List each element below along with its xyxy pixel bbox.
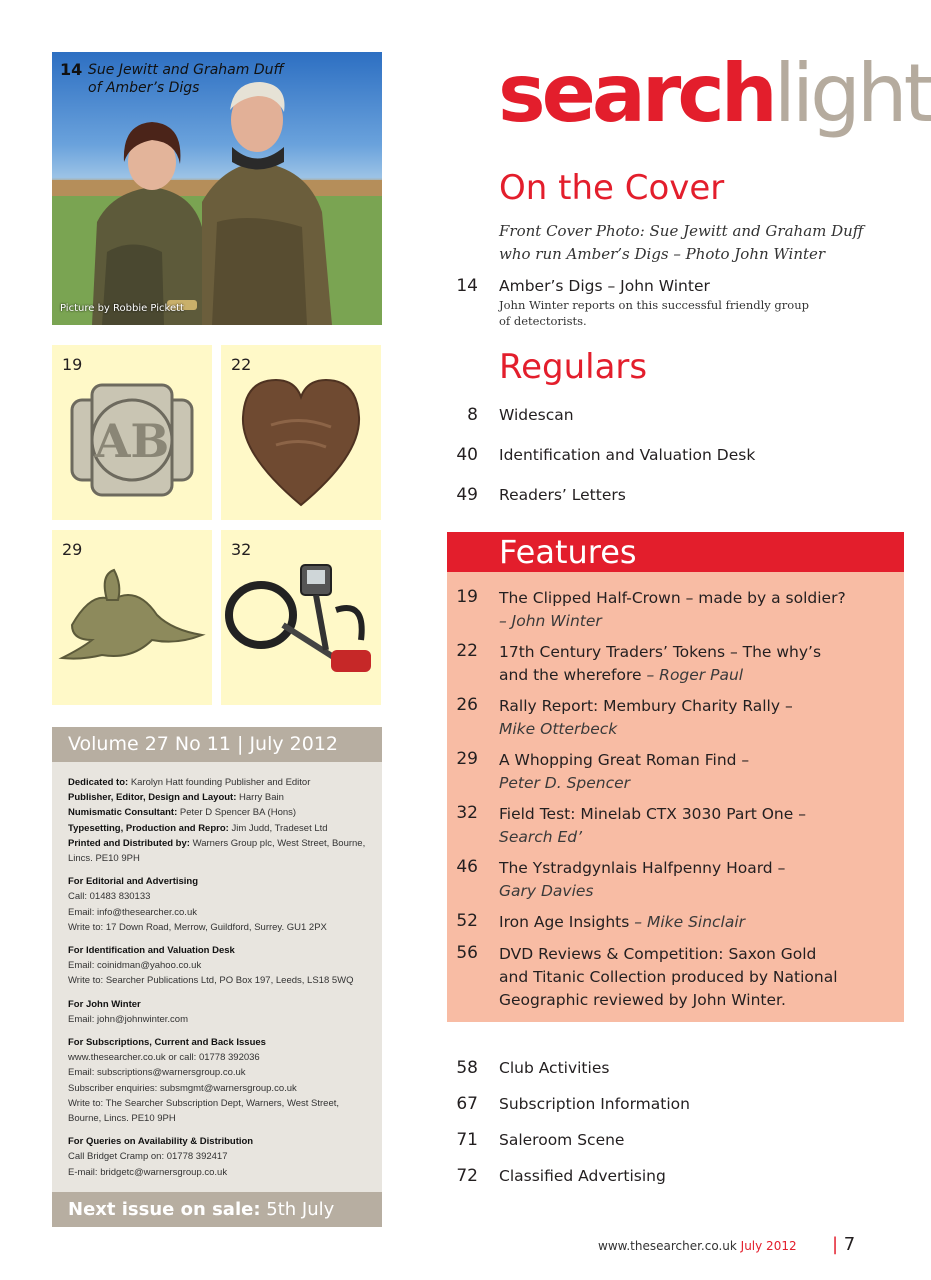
page-number: 14 [456,276,478,296]
page-footer: www.thesearcher.co.uk July 2012 [598,1239,797,1253]
masthead-body [68,775,373,1188]
website-link[interactable]: www.thesearcher.co.uk [598,1239,737,1253]
page-number: 52 [456,911,478,931]
page-number: 72 [456,1166,478,1186]
distribution-contact: For Queries on Availability & Distribution Call Bridget Cramp on: 01778 392417 E-mail: bridgetc@warnersgroup.co.uk [68,1136,254,1178]
page-number: 8 [467,405,478,425]
thumb-number: 22 [231,355,252,374]
page-number: 67 [456,1094,478,1114]
page-number: 19 [456,587,478,607]
page-number: 46 [456,857,478,877]
subscriptions-contact: For Subscriptions, Current and Back Issues www.thesearcher.co.uk or call: 01778 392036 Email: subscriptions@warnersgroup.co.uk Subscriber enquiries: subsmgmt@warnersgroup.co.uk Write to: The Searcher Subscription Dept, Warners, West Street, Bourne, Lincs. PE10 9PH [68,1037,340,1125]
thumb-number: 32 [231,540,252,559]
credit-line: Numismatic Consultant: Peter D Spencer BA (Hons) [68,807,297,819]
thumb-number: 19 [62,355,83,374]
credit-line: Typesetting, Production and Repro: Jim Judd, Tradeset Ltd [68,822,328,834]
page-number: 49 [456,485,478,505]
features-heading: Features [499,533,637,571]
cover-page-number: 14 [60,60,83,79]
feature-item[interactable]: A Whopping Great Roman Find – Peter D. Spencer [499,751,750,792]
feature-item[interactable]: Field Test: Minelab CTX 3030 Part One – Search Ed’ [499,805,806,846]
page-number: 32 [456,803,478,823]
cover-caption-line1: Sue Jewitt and Graham Duff [88,62,284,78]
next-issue-banner: Next issue on sale: 5th July [52,1192,382,1227]
thumb-29[interactable] [52,530,212,705]
contents-item[interactable]: Club Activities [499,1059,610,1077]
thumb-number: 29 [62,540,83,559]
contents-item[interactable]: Readers’ Letters [499,486,626,504]
cover-caption-line2: of Amber’s Digs [88,80,200,96]
ambers-digs-description: John Winter reports on this successful friendly group of detectorists. [499,298,809,328]
svg-text:AB: AB [94,414,170,468]
contents-item-ambers-digs[interactable]: Amber’s Digs – John Winter [499,277,710,295]
feature-item[interactable]: 17th Century Traders’ Tokens – The why’s and the wherefore – Roger Paul [499,643,822,684]
feature-item[interactable]: The Clipped Half-Crown – made by a soldier? – John Winter [499,589,846,630]
thumb-32[interactable] [221,530,381,705]
credit-line: Dedicated to: Karolyn Hatt founding Publisher and Editor [68,777,311,788]
feature-item[interactable]: Rally Report: Membury Charity Rally – Mike Otterbeck [499,697,793,738]
john-winter-contact: For John Winter Email: john@johnwinter.com [68,998,189,1025]
thumb-19[interactable] [52,345,212,520]
page-number: 58 [456,1058,478,1078]
contents-item[interactable]: Classified Advertising [499,1167,666,1185]
volume-heading: Volume 27 No 11 | July 2012 [52,727,382,762]
regulars-heading: Regulars [499,347,648,387]
editorial-contact: For Editorial and Advertising Call: 01483 830133 Email: info@thesearcher.co.uk Write to: 17 Down Road, Merrow, Guildford, Surrey. GU1 2PX [68,876,327,933]
cover-photo-description: Front Cover Photo: Sue Jewitt and Graham Duff who run Amber’s Digs – Photo John Winter [499,222,864,263]
feature-item[interactable]: DVD Reviews & Competition: Saxon Gold and Titanic Collection produced by National Geographic reviewed by John Winter. [499,945,838,1009]
identification-contact: For Identification and Valuation Desk Email: coinidman@yahoo.co.uk Write to: Searcher Publications Ltd, PO Box 197, Leeds, LS18 5WQ [68,945,354,987]
page-number: 29 [456,749,478,769]
contents-item[interactable]: Identification and Valuation Desk [499,446,756,464]
page-number-footer: | 7 [832,1234,856,1255]
contents-item[interactable]: Widescan [499,406,574,424]
page-number: 26 [456,695,478,715]
on-the-cover-heading: On the Cover [499,168,725,208]
feature-item[interactable]: Iron Age Insights – Mike Sinclair [499,913,746,931]
feature-item[interactable]: The Ystradgynlais Halfpenny Hoard – Gary Davies [499,859,786,900]
contents-item[interactable]: Saleroom Scene [499,1131,625,1149]
photo-credit: Picture by Robbie Pickett [60,303,184,314]
page-number: 22 [456,641,478,661]
credit-line: Publisher, Editor, Design and Layout: Harry Bain [68,792,284,804]
contents-item[interactable]: Subscription Information [499,1095,690,1113]
cover-caption [88,61,348,97]
page-number: 71 [456,1130,478,1150]
credit-line: Printed and Distributed by: Warners Group plc, West Street, Bourne, Lincs. PE10 9PH [68,837,366,865]
page-number: 56 [456,943,478,963]
searchlight-logo: searchlight [498,47,931,140]
masthead-box [52,727,382,1227]
cover-photo [52,52,382,325]
thumb-22[interactable] [221,345,381,520]
page-number: 40 [456,445,478,465]
